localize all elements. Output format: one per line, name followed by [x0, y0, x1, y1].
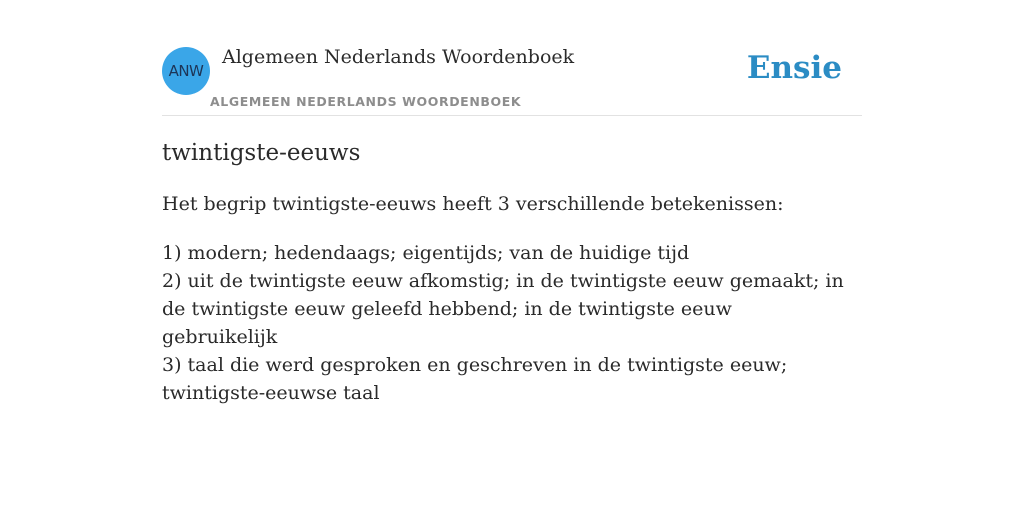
source-title[interactable]: Algemeen Nederlands Woordenboek [222, 46, 575, 68]
meanings-list [162, 239, 852, 407]
source-avatar[interactable] [162, 47, 210, 95]
page-title: twintigste-eeuws [162, 140, 361, 166]
source-avatar-label: ANW [168, 62, 204, 80]
meaning-item: 2) uit de twintigste eeuw afkomstig; in de twintigste eeuw gemaakt; in de twintigste eeuw geleefd hebbend; in de twintigste eeuw gebruikelijk [162, 270, 844, 348]
meaning-item: 3) taal die werd gesproken en geschreven in de twintigste eeuw; twintigste-eeuwse taal [162, 354, 788, 404]
meaning-item: 1) modern; hedendaags; eigentijds; van de huidige tijd [162, 242, 690, 264]
source-subtitle: ALGEMEEN NEDERLANDS WOORDENBOEK [210, 94, 522, 109]
meanings-intro: Het begrip twintigste-eeuws heeft 3 verschillende betekenissen: [162, 193, 784, 215]
brand-logo[interactable]: Ensie [746, 50, 842, 86]
source-header [162, 40, 862, 116]
